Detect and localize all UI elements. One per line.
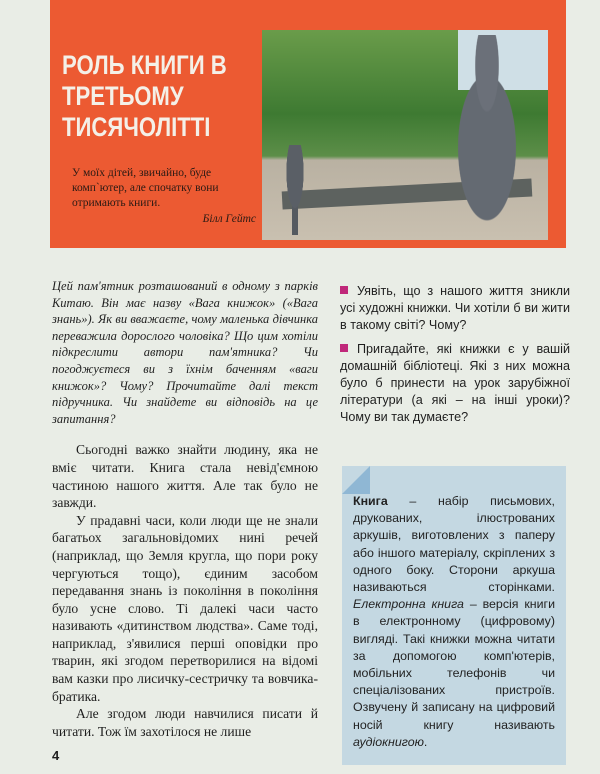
chapter-title: РОЛЬ КНИГИ В ТРЕТЬОМУ ТИСЯЧОЛІТТІ <box>62 50 227 142</box>
monument-photo <box>262 30 548 240</box>
paragraph: У прадавні часи, коли люди ще не знали багатьох загальновідомих нині речей (наприклад, що Земля кругла, що пори року чергуються тощо), єдиним засобом передавання знань із покоління в покоління було усне слово. Ті далекі часи часто називають «дитинством людства». Саме тоді, наприклад, з'явилися перші оповідки про тварин, які згодом перетворилися на відомі вам казки про лисичку-сестричку та вовчика-братика. <box>52 512 318 704</box>
paragraph: Сьогодні важко знайти людину, яка не вміє читати. Книга стала невід'ємною частиною нашого життя. Але так було не завжди. <box>52 442 318 511</box>
photo-girl-statue <box>280 145 310 235</box>
intro-text: Цей пам'ятник розташований в одному з парків Китаю. Він має назву «Вага книжок» («Вага знань»). Як ви вважаєте, чому маленька дівчинка переважила дорослого чоловіка? Що цим хотіли підкреслити автори пам'ятника? Чи погоджуєтеся ви з їхнім баченням «ваги книжок»? Чому? Прочитайте далі текст підручника. Чи знайдете ви відповідь на це запитання? <box>52 279 318 426</box>
question-item: Пригадайте, які книжки є у вашій домашній бібліотеці. Які з них можна було б принести на урок зарубіжної літератури (а які – на інші уроки)? Чому ви так думаєте? <box>340 341 570 425</box>
epigraph-quote: У моїх дітей, звичайно, буде комп`ютер, але спочатку вони отримають книги. <box>72 167 219 209</box>
definition-text: Книга – набір письмових, друкованих, ілюстрованих аркушів, виготовлених з паперу або іншого матеріалу, скріплених з одного боку. Сторони аркуша називаються сторінками. Електронна книга – версія книги в електронному (цифровому) вигляді. Такі книжки можна читати за допомогою комп'ютерів, мобільних телефонів чи спеціалізованих пристроїв. Озвучену й записану на цифровий носій книгу називають аудіокнигою. <box>353 494 555 749</box>
paragraph: Але згодом люди навчилися писати й читати. Тож їм захотілося не лише <box>52 706 318 739</box>
main-text <box>52 441 318 740</box>
square-bullet-icon <box>340 344 348 352</box>
question-item: Уявіть, що з нашого життя зникли усі художні книжки. Чи хотіли б ви жити в такому світі? Чому? <box>340 284 570 333</box>
epigraph-author: Білл Гейтс <box>202 213 256 225</box>
definition-box <box>342 466 566 765</box>
chapter-header <box>50 0 566 248</box>
page-number: 4 <box>52 748 60 764</box>
photo-man-statue <box>442 35 532 240</box>
square-bullet-icon <box>340 286 348 294</box>
questions <box>340 283 570 433</box>
folded-corner-icon <box>342 466 370 494</box>
epigraph <box>72 166 256 225</box>
left-column <box>52 278 318 763</box>
